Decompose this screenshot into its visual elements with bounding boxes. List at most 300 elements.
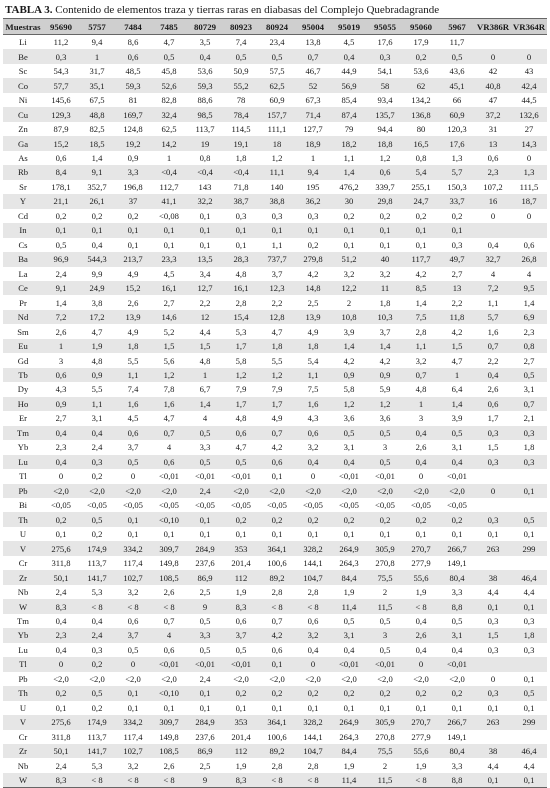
value-cell: 305,9 [367, 541, 403, 555]
value-cell: 0 [418, 471, 424, 482]
value-cell: <2,0 [89, 673, 105, 684]
value-cell: 127,7 [303, 124, 323, 135]
value-cell: <0,05 [231, 500, 251, 511]
value-cell: < 8 [259, 773, 295, 788]
value-cell: 0,1 [511, 599, 547, 613]
value-cell: 11,5 [367, 773, 403, 788]
value-cell: 334,2 [115, 715, 151, 729]
value-cell: 57,5 [269, 66, 285, 77]
value-cell: 43,6 [449, 66, 465, 77]
value-cell: 0,5 [55, 239, 67, 250]
value-cell: 5,4 [403, 165, 439, 179]
value-cell: 0,2 [259, 512, 295, 526]
value-cell: 3,1 [91, 413, 103, 424]
value-cell: 309,7 [151, 541, 187, 555]
value-cell: 0,1 [199, 210, 211, 221]
value-cell: 0,6 [115, 49, 151, 63]
table-row [3, 440, 547, 454]
value-cell: 0,5 [331, 426, 367, 440]
value-cell: 0,2 [295, 512, 331, 526]
value-cell: 1,1 [343, 152, 355, 163]
table-row [3, 35, 547, 50]
value-cell: 4,7 [163, 413, 175, 424]
table-row [3, 556, 547, 570]
value-cell: 0,4 [79, 426, 115, 440]
value-cell: <0,4 [151, 165, 187, 179]
value-cell: 3,9 [343, 326, 355, 337]
value-cell: 140 [270, 181, 284, 192]
value-cell: 0,1 [415, 702, 427, 713]
value-cell: 0,8 [199, 152, 211, 163]
value-cell: 0,3 [235, 210, 247, 221]
value-cell [511, 223, 547, 237]
value-cell: 0,1 [199, 529, 211, 540]
value-cell: 1,4 [331, 165, 367, 179]
value-cell: 4,3 [307, 413, 319, 424]
value-cell: 14,6 [151, 310, 187, 324]
value-cell: 71,8 [233, 181, 249, 192]
value-cell: 107,2 [483, 181, 503, 192]
value-cell: 263 [475, 715, 511, 729]
value-cell: 2,6 [403, 628, 439, 642]
value-cell: 0,2 [91, 471, 103, 482]
value-cell: 0,1 [343, 702, 355, 713]
value-cell: 0,3 [487, 644, 499, 655]
value-cell: 0,4 [55, 644, 67, 655]
value-cell: 54,1 [377, 66, 393, 77]
table-row [3, 744, 547, 758]
value-cell: 18,9 [295, 136, 331, 150]
value-cell: 0,1 [487, 529, 499, 540]
value-cell: 8,5 [403, 281, 439, 295]
value-cell: <0,05 [447, 500, 467, 511]
value-cell: 1,9 [415, 760, 427, 771]
value-cell: <0,01 [439, 657, 475, 671]
value-cell: <2,0 [53, 673, 69, 684]
value-cell: 0,7 [163, 615, 175, 626]
value-cell: 4 [151, 628, 187, 642]
value-cell: 19 [187, 136, 223, 150]
value-cell: 0,3 [475, 455, 511, 469]
value-cell: 141,7 [79, 570, 115, 584]
value-cell: 0,1 [331, 223, 367, 237]
value-cell: 71,4 [295, 107, 331, 121]
table-row [3, 353, 547, 367]
value-cell: 0,1 [235, 529, 247, 540]
value-cell: 1,4 [91, 152, 103, 163]
value-cell: 0,6 [295, 426, 331, 440]
value-cell: <0,01 [331, 657, 367, 671]
value-cell: 10,3 [367, 310, 403, 324]
value-cell: 15,2 [43, 136, 79, 150]
value-cell: 1,8 [379, 297, 391, 308]
value-cell: 113,7 [195, 124, 215, 135]
value-cell: 0,2 [223, 686, 259, 700]
table-header [3, 19, 547, 35]
value-cell: 9,4 [91, 37, 103, 48]
value-cell: 352,7 [87, 181, 107, 192]
value-cell: 0,3 [511, 426, 547, 440]
value-cell: 23,4 [269, 37, 285, 48]
value-cell: 2,6 [487, 384, 499, 395]
value-cell: 18,5 [79, 136, 115, 150]
table-row [3, 107, 547, 121]
value-cell: <2,0 [223, 484, 259, 498]
value-cell [511, 35, 547, 50]
value-cell: 42 [488, 66, 498, 77]
value-cell: 0,4 [295, 455, 331, 469]
element-symbol-cell: Cd [17, 210, 29, 221]
value-cell: 0,4 [403, 426, 439, 440]
value-cell: 0,2 [79, 657, 115, 671]
value-cell: 0,4 [439, 455, 475, 469]
value-cell: 0,1 [307, 702, 319, 713]
value-cell: 275,6 [43, 715, 79, 729]
table-row [3, 773, 547, 788]
value-cell: 0,3 [91, 644, 103, 655]
value-cell: 0,2 [91, 702, 103, 713]
element-symbol-cell: Bi [18, 500, 28, 511]
value-cell: 2 [382, 587, 388, 598]
value-cell: 37,2 [475, 107, 511, 121]
value-cell: 1,4 [331, 339, 367, 353]
value-cell: 2,5 [307, 297, 319, 308]
value-cell: 2,7 [55, 413, 67, 424]
value-cell: 0,5 [379, 615, 391, 626]
value-cell: 0 [511, 49, 547, 63]
value-cell: 0,1 [451, 529, 463, 540]
value-cell: 2,2 [487, 355, 499, 366]
value-cell: 157,7 [259, 107, 295, 121]
value-cell: 299 [511, 715, 547, 729]
value-cell: 62 [403, 78, 439, 92]
table-row [3, 643, 547, 657]
value-cell: 4 [166, 442, 172, 453]
table-row [3, 382, 547, 396]
value-cell: 0,1 [511, 773, 547, 788]
value-cell [511, 469, 547, 483]
value-cell: 46,4 [511, 744, 547, 758]
value-cell: 1,4 [523, 297, 535, 308]
value-cell: 4,2 [259, 628, 295, 642]
value-cell: < 8 [403, 599, 439, 613]
value-cell: 1,6 [115, 397, 151, 411]
value-cell: 9,5 [511, 281, 547, 295]
element-symbol-cell: Zr [3, 570, 43, 584]
value-cell: 117,7 [403, 252, 439, 266]
value-cell: 270,8 [375, 731, 395, 742]
column-header-sample: 95690 [43, 19, 79, 35]
element-symbol-cell: Yb [3, 628, 43, 642]
table-row [3, 426, 547, 440]
value-cell: 0 [43, 657, 79, 671]
column-header-sample: 95004 [295, 19, 331, 35]
value-cell [511, 556, 547, 570]
column-header-sample: 7485 [151, 19, 187, 35]
value-cell: 2,2 [271, 297, 283, 308]
table-row [3, 541, 547, 555]
element-symbol-cell: W [3, 773, 43, 788]
value-cell: 270,8 [375, 558, 395, 569]
value-cell: 56,9 [331, 78, 367, 92]
value-cell: <2,0 [331, 484, 367, 498]
table-row [3, 64, 547, 78]
value-cell: 0,1 [259, 657, 295, 671]
value-cell: 0,3 [475, 686, 511, 700]
value-cell: 36,2 [295, 194, 331, 208]
value-cell: 0,6 [271, 644, 283, 655]
table-row [3, 281, 547, 295]
table-row [3, 657, 547, 671]
value-cell: 0,1 [127, 702, 139, 713]
value-cell: 4,7 [235, 442, 247, 453]
value-cell: 2,3 [55, 442, 67, 453]
value-cell: 266,7 [439, 541, 475, 555]
value-cell: 149,8 [159, 558, 179, 569]
value-cell: 112,7 [159, 181, 179, 192]
value-cell: 2,4 [55, 268, 67, 279]
value-cell: 11,4 [331, 773, 367, 788]
value-cell: 0 [475, 49, 511, 63]
value-cell: < 8 [151, 773, 187, 788]
value-cell: 136,8 [403, 107, 439, 121]
column-header-sample: VR386R [475, 19, 511, 35]
value-cell: 2,7 [523, 355, 535, 366]
value-cell: 55,6 [403, 570, 439, 584]
value-cell: 18 [259, 136, 295, 150]
value-cell: 0,6 [367, 165, 403, 179]
value-cell: 2,3 [475, 165, 511, 179]
value-cell: 0,2 [91, 529, 103, 540]
value-cell: 4,5 [163, 268, 175, 279]
column-header-sample: 5757 [79, 19, 115, 35]
value-cell: 8,3 [223, 599, 259, 613]
table-row [3, 701, 547, 715]
element-symbol-cell: Pr [19, 297, 27, 308]
value-cell: 3 [367, 628, 403, 642]
value-cell: 4,8 [199, 355, 211, 366]
value-cell: 0,1 [163, 702, 175, 713]
value-cell: 13,9 [295, 310, 331, 324]
value-cell: 57,7 [43, 78, 79, 92]
value-cell: 6,9 [511, 310, 547, 324]
column-header-sample: 95019 [331, 19, 367, 35]
value-cell: 11,4 [331, 599, 367, 613]
value-cell: 11 [367, 281, 403, 295]
value-cell: 0,3 [43, 49, 79, 63]
value-cell: 1,8 [115, 339, 151, 353]
value-cell: 0,3 [511, 455, 547, 469]
value-cell: <2,0 [377, 673, 393, 684]
value-cell: 48,8 [79, 107, 115, 121]
value-cell: 1,2 [259, 368, 295, 382]
value-cell: 4,2 [451, 326, 463, 337]
value-cell: 0,1 [343, 529, 355, 540]
table-row [3, 310, 547, 324]
value-cell: 8,3 [43, 599, 79, 613]
value-cell: 8,8 [439, 599, 475, 613]
value-cell: 0,8 [511, 339, 547, 353]
value-cell: 1,9 [235, 587, 247, 598]
value-cell: 0,1 [271, 529, 283, 540]
value-cell: < 8 [79, 773, 115, 788]
value-cell: <0,4 [223, 165, 259, 179]
value-cell: 5,7 [439, 165, 475, 179]
value-cell: <0,05 [303, 500, 323, 511]
value-cell: 112 [223, 744, 259, 758]
value-cell: 5,5 [91, 384, 103, 395]
value-cell: 264,3 [339, 731, 359, 742]
value-cell: 4,9 [127, 268, 139, 279]
value-cell: 1,9 [343, 587, 355, 598]
value-cell: < 8 [115, 773, 151, 788]
value-cell: <2,0 [233, 673, 249, 684]
value-cell: 0,1 [379, 529, 391, 540]
value-cell: 0,6 [487, 152, 499, 163]
value-cell: 3,7 [271, 268, 283, 279]
value-cell: 0,1 [223, 223, 259, 237]
value-cell: 1,1 [487, 297, 499, 308]
value-cell: 2,8 [307, 587, 319, 598]
value-cell: 0,1 [307, 529, 319, 540]
value-cell: 3,6 [343, 413, 355, 424]
value-cell: 0,4 [307, 644, 319, 655]
value-cell: 7,4 [235, 37, 247, 48]
element-symbol-cell: Tl [3, 657, 43, 671]
column-header-sample: 80924 [259, 19, 295, 35]
value-cell: 1,4 [415, 297, 427, 308]
element-symbol-cell: Sc [18, 66, 28, 77]
value-cell: 16,1 [223, 281, 259, 295]
value-cell: <0,4 [187, 165, 223, 179]
value-cell: 144,1 [303, 558, 323, 569]
value-cell: 0,6 [235, 615, 247, 626]
value-cell: 13,9 [115, 310, 151, 324]
table-row [3, 628, 547, 642]
value-cell: 237,6 [195, 558, 215, 569]
element-symbol-cell: Th [3, 686, 43, 700]
value-cell: 0,1 [127, 239, 139, 250]
element-symbol-cell: Tl [19, 471, 27, 482]
value-cell: 3,7 [115, 628, 151, 642]
table-row [3, 136, 547, 150]
value-cell: 0,2 [259, 686, 295, 700]
value-cell: 55,2 [223, 78, 259, 92]
value-cell: 2,6 [415, 442, 427, 453]
value-cell: 93,4 [377, 95, 393, 106]
value-cell: 737,7 [259, 252, 295, 266]
value-cell: 19,1 [223, 136, 259, 150]
value-cell: 4,5 [127, 413, 139, 424]
value-cell: 544,3 [79, 252, 115, 266]
value-cell: 145,6 [51, 95, 71, 106]
value-cell: 0,1 [367, 223, 403, 237]
value-cell: 0,6 [115, 426, 151, 440]
value-cell: 134,2 [411, 95, 431, 106]
element-symbol-cell: U [19, 529, 27, 540]
value-cell: 1,2 [367, 397, 403, 411]
value-cell: 104,7 [295, 744, 331, 758]
value-cell: 0,5 [79, 686, 115, 700]
table-row [3, 585, 547, 599]
value-cell: 5,3 [235, 326, 247, 337]
value-cell: 3,2 [127, 760, 139, 771]
value-cell: 1,1 [295, 368, 331, 382]
value-cell: 0,5 [223, 49, 259, 63]
element-symbol-cell: Ni [18, 95, 28, 106]
value-cell: 3,1 [451, 442, 463, 453]
value-cell: 100,6 [267, 558, 287, 569]
value-cell: 79 [344, 124, 354, 135]
value-cell: <0,05 [51, 500, 71, 511]
value-cell: 1,9 [235, 760, 247, 771]
value-cell: 0,4 [91, 239, 103, 250]
value-cell: 0,2 [439, 512, 475, 526]
value-cell: 0,2 [403, 49, 439, 63]
table-row [3, 512, 547, 526]
value-cell: 1,7 [223, 397, 259, 411]
value-cell: 0,2 [415, 210, 427, 221]
value-cell: 0,1 [475, 599, 511, 613]
value-cell: 0,2 [343, 210, 355, 221]
value-cell: 26,1 [79, 194, 115, 208]
value-cell: <2,0 [305, 673, 321, 684]
value-cell: 16,5 [403, 136, 439, 150]
value-cell: <2,0 [115, 484, 151, 498]
value-cell: 78 [236, 95, 246, 106]
value-cell: 0,2 [403, 686, 439, 700]
value-cell: 30 [331, 194, 367, 208]
column-header-sample: 95060 [403, 19, 439, 35]
value-cell: 0,5 [379, 644, 391, 655]
value-cell: 1 [166, 152, 172, 163]
value-cell: < 8 [259, 599, 295, 613]
element-symbol-cell: Yb [17, 442, 29, 453]
value-cell: 1,3 [511, 165, 547, 179]
value-cell: 0,5 [451, 615, 463, 626]
value-cell: 0,1 [271, 471, 283, 482]
table-row [3, 484, 547, 498]
value-cell: 52,6 [151, 78, 187, 92]
value-cell: 26,8 [511, 252, 547, 266]
value-cell: 0,1 [115, 223, 151, 237]
value-cell: 0,8 [415, 152, 427, 163]
value-cell: < 8 [295, 599, 331, 613]
value-cell: 117,4 [123, 731, 143, 742]
table-row [3, 49, 547, 63]
value-cell: 7,5 [307, 384, 319, 395]
table-row [3, 614, 547, 628]
value-cell: 0,2 [403, 512, 439, 526]
value-cell: 2,5 [199, 587, 211, 598]
value-cell: 3,1 [343, 442, 355, 453]
value-cell: 85,4 [341, 95, 357, 106]
value-cell: 33,7 [439, 194, 475, 208]
value-cell: 1,8 [511, 628, 547, 642]
value-cell: 328,2 [295, 541, 331, 555]
value-cell: 59,3 [115, 78, 151, 92]
element-symbol-cell: Cu [3, 107, 43, 121]
value-cell: 0,2 [55, 210, 67, 221]
table-row [3, 599, 547, 613]
value-cell: 1,8 [235, 152, 247, 163]
value-cell: 0,3 [271, 210, 283, 221]
element-symbol-cell: Zn [18, 124, 28, 135]
value-cell [475, 556, 511, 570]
value-cell: 270,7 [403, 715, 439, 729]
element-symbol-cell: Nb [17, 760, 29, 771]
value-cell: 0,5 [115, 455, 151, 469]
